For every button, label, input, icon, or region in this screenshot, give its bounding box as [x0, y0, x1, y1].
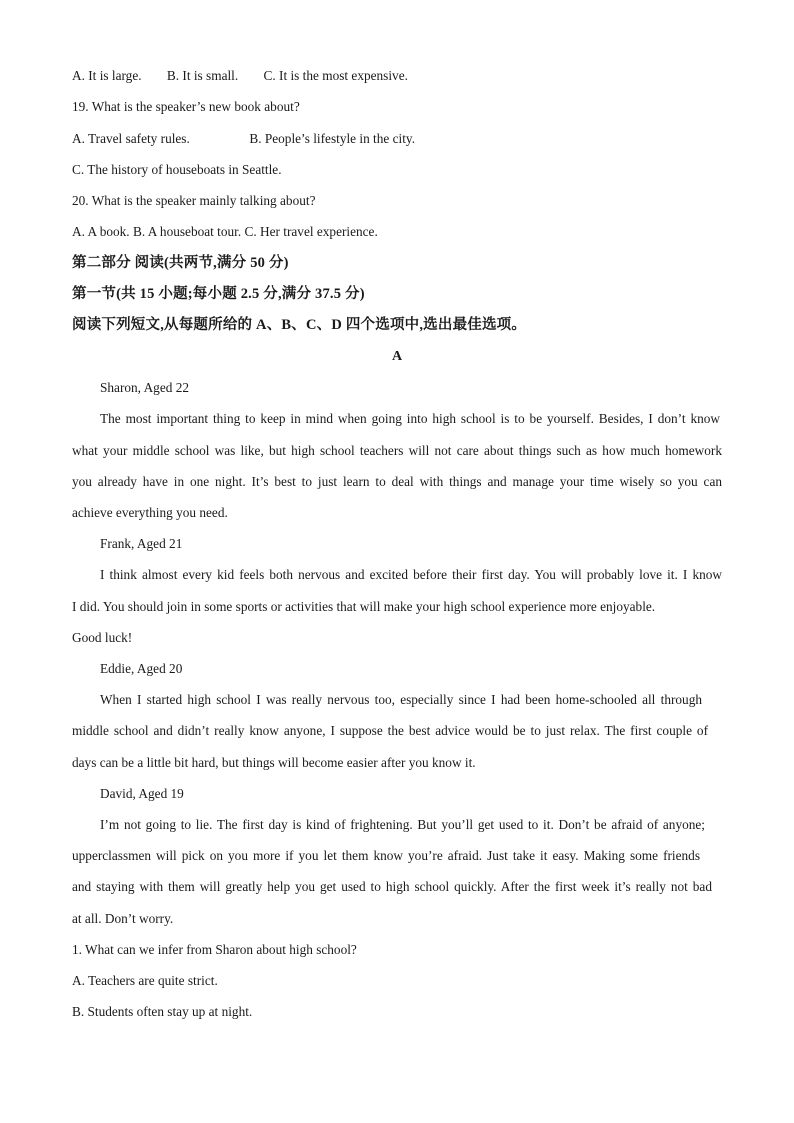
instruction: 阅读下列短文,从每题所给的 A、B、C、D 四个选项中,选出最佳选项。 — [72, 317, 527, 333]
q20-question: 20. What is the speaker mainly talking about? — [72, 193, 316, 208]
sharon-line: you already have in one night. It’s best to just learn to deal with things and manage your time wisely so you can — [72, 474, 722, 489]
q1-question: 1. What can we infer from Sharon about high school? — [72, 942, 357, 957]
q1-option-b: B. Students often stay up at night. — [72, 1004, 253, 1019]
frank-line: I did. You should join in some sports or activities that will make your high school experience more enjoyable. — [72, 599, 656, 614]
frank-name: Frank, Aged 21 — [100, 536, 183, 551]
q20-options: A. A book. B. A houseboat tour. C. Her travel experience. — [72, 224, 378, 239]
q18-option-b: B. It is small. — [166, 68, 239, 83]
q19-option-c: C. The history of houseboats in Seattle. — [72, 162, 282, 177]
sharon-line: The most important thing to keep in mind when going into high school is to be yourself. Besides, I don’t know — [100, 411, 720, 426]
q19-option-b: B. People’s lifestyle in the city. — [249, 131, 416, 146]
eddie-line: middle school and didn’t really know anyone, I suppose the best advice would be to just relax. The first couple of — [72, 723, 708, 738]
david-line: upperclassmen will pick on you more if you let them know you’re afraid. Just take it easy. Making some friends — [72, 848, 700, 863]
q18-option-c: C. It is the most expensive. — [263, 68, 408, 83]
david-line: and staying with them will greatly help you get used to high school quickly. After the first week it’s really not bad — [72, 879, 712, 894]
sharon-line: what your middle school was like, but high school teachers will not care about things such as how much homework — [72, 443, 722, 458]
part-title: 第二部分 阅读(共两节,满分 50 分) — [72, 255, 289, 271]
david-line: at all. Don’t worry. — [72, 911, 174, 926]
eddie-line: days can be a little bit hard, but things will become easier after you know it. — [72, 755, 476, 770]
eddie-name: Eddie, Aged 20 — [100, 661, 183, 676]
sub-section-title: 第一节(共 15 小题;每小题 2.5 分,满分 37.5 分) — [72, 286, 365, 302]
frank-line: I think almost every kid feels both nervous and excited before their first day. You will probably love it. I know — [100, 567, 722, 582]
q1-option-a: A. Teachers are quite strict. — [72, 973, 218, 988]
david-line: I’m not going to lie. The first day is kind of frightening. But you’ll get used to it. Don’t be afraid of anyone; — [100, 817, 705, 832]
q18-options — [72, 68, 408, 84]
frank-line: Good luck! — [72, 630, 133, 645]
passage-label: A — [391, 349, 403, 364]
sharon-line: achieve everything you need. — [72, 505, 228, 520]
sharon-name: Sharon, Aged 22 — [100, 380, 190, 395]
q19-option-a: A. Travel safety rules. — [72, 131, 190, 146]
q18-option-a: A. It is large. — [72, 68, 142, 83]
eddie-line: When I started high school I was really nervous too, especially since I had been home-schooled all through — [100, 692, 702, 707]
q19-options-row — [72, 131, 415, 147]
q19-question: 19. What is the speaker’s new book about? — [72, 99, 300, 114]
david-name: David, Aged 19 — [100, 786, 184, 801]
